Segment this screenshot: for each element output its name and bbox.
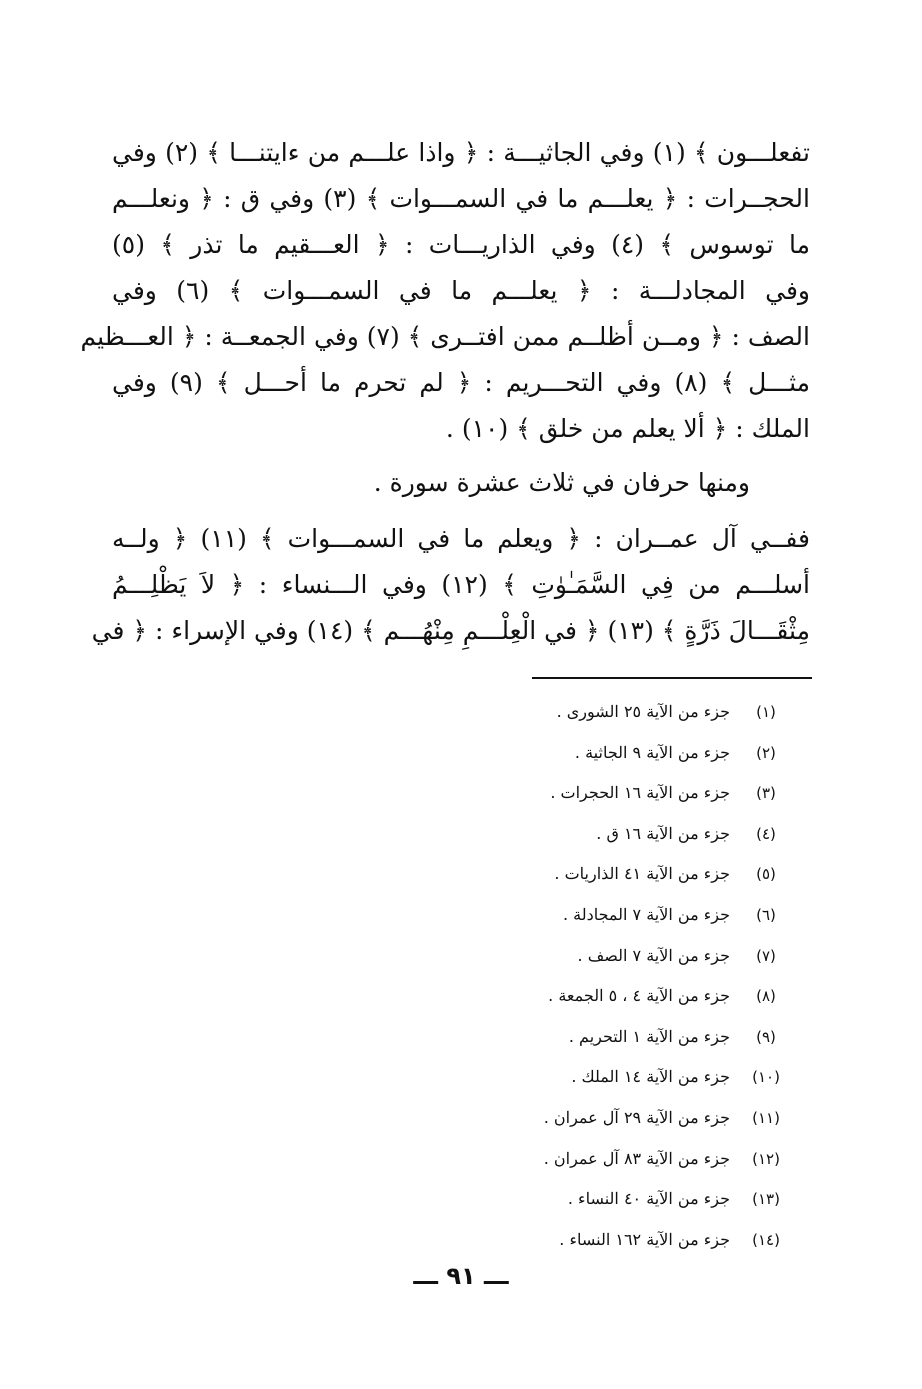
footnote-text: جزء من الآية ٧ المجادلة . xyxy=(562,904,730,924)
footnote-number: (١٠) xyxy=(752,1068,780,1087)
footnote-number: (٤) xyxy=(756,824,776,843)
footnote-text: جزء من الآية ١ التحريم . xyxy=(568,1026,730,1046)
text-line: مِثْقَـــالَ ذَرَّةٍ ﴾ (١٣) ﴿ في الْعِلْـــمِ مِنْهُـــم ﴾ (١٤) وفي الإسراء : ﴿ في xyxy=(91,616,810,645)
footnote xyxy=(368,895,788,936)
footnote-number: (٦) xyxy=(756,905,776,924)
footnote xyxy=(368,733,788,774)
footnote xyxy=(368,1057,788,1098)
footnote xyxy=(368,814,788,855)
footnote-number: (٩) xyxy=(756,1027,776,1046)
footnote-text: جزء من الآية ٢٩ آل عمران . xyxy=(543,1107,730,1127)
footnote xyxy=(368,1139,788,1180)
footnote-text: جزء من الآية ١٦ ق . xyxy=(596,823,730,843)
footnote-separator xyxy=(532,677,812,679)
text-line: تفعلـــون ﴾ (١) وفي الجاثيـــة : ﴿ واذا علـــم من ءايتنـــا ﴾ (٢) وفي xyxy=(112,138,810,167)
footnote-number: (١٢) xyxy=(752,1149,780,1168)
footnote-number: (٢) xyxy=(756,743,776,762)
footnote xyxy=(368,936,788,977)
footnote xyxy=(368,1179,788,1220)
footnote-text: جزء من الآية ١٤ الملك . xyxy=(571,1067,730,1087)
footnote xyxy=(368,692,788,733)
paragraph-3 xyxy=(91,516,810,654)
footnote xyxy=(368,773,788,814)
footnote-number: (١) xyxy=(756,703,776,721)
footnote-number: (٧) xyxy=(756,946,776,965)
text-line: مثـــل ﴾ (٨) وفي التحـــريم : ﴿ لم تحرم ما أحـــل ﴾ (٩) وفي xyxy=(112,368,811,397)
footnote xyxy=(368,976,788,1017)
text-line: أسلـــم من فِي السَّمَـٰوٰتِ ﴾ (١٢) وفي الـــنساء : ﴿ لاَ يَظْلِـــمُ xyxy=(112,570,810,599)
footnote-text: جزء من الآية ٤٠ النساء . xyxy=(567,1189,730,1209)
footnote-text: جزء من الآية ١٦٢ النساء . xyxy=(559,1229,730,1249)
footnote xyxy=(368,1220,788,1261)
footnote xyxy=(368,1017,788,1058)
footnote xyxy=(368,854,788,895)
footnote-text: جزء من الآية ٨٣ آل عمران . xyxy=(543,1148,730,1168)
text-line: ما توسوس ﴾ (٤) وفي الذاريـــات : ﴿ العـــقيم ما تذر ﴾ (٥) xyxy=(112,230,810,259)
footnote-number: (١١) xyxy=(752,1108,780,1127)
text-line: الصف : ﴿ ومــن أظلــم ممن افتــرى ﴾ (٧) وفي الجمعــة : ﴿ العـــظيم xyxy=(80,322,810,351)
footnote-text: جزء من الآية ٧ الصف . xyxy=(577,945,730,965)
text-line: وفي المجادلـــة : ﴿ يعلـــم ما في السمـــوات ﴾ (٦) وفي xyxy=(112,276,810,305)
footnote-number: (٥) xyxy=(756,865,776,884)
footnote xyxy=(368,1098,788,1139)
footnote-number: (١٤) xyxy=(752,1230,780,1249)
text-line: ففــي آل عمــران : ﴿ ويعلم ما في السمـــوات ﴾ (١١) ﴿ ولــه xyxy=(112,524,810,553)
footnote-text: جزء من الآية ٤١ الذاريات . xyxy=(554,864,730,884)
paragraph-2: ومنها حرفان في ثلاث عشرة سورة . xyxy=(373,468,750,497)
footnote-text: جزء من الآية ١٦ الحجرات . xyxy=(550,783,730,803)
text-line: الحجــرات : ﴿ يعلـــم ما في السمـــوات ﴾ (٣) وفي ق : ﴿ ونعلـــم xyxy=(112,184,810,213)
footnote-number: (٣) xyxy=(756,784,776,803)
footnote-text: جزء من الآية ٤ ، ٥ الجمعة . xyxy=(548,986,730,1006)
footnote-text: جزء من الآية ٩ الجاثية . xyxy=(574,742,730,762)
footnotes-list xyxy=(368,692,788,1260)
footnote-text: جزء من الآية ٢٥ الشورى . xyxy=(556,702,730,721)
footnote-number: (١٣) xyxy=(752,1190,780,1209)
paragraph-1 xyxy=(80,130,811,452)
text-line: الملك : ﴿ ألا يعلم من خلق ﴾ (١٠) . xyxy=(445,414,810,443)
footnote-number: (٨) xyxy=(756,987,776,1006)
page-number: ـــ ٩١ ـــ xyxy=(413,1262,509,1290)
